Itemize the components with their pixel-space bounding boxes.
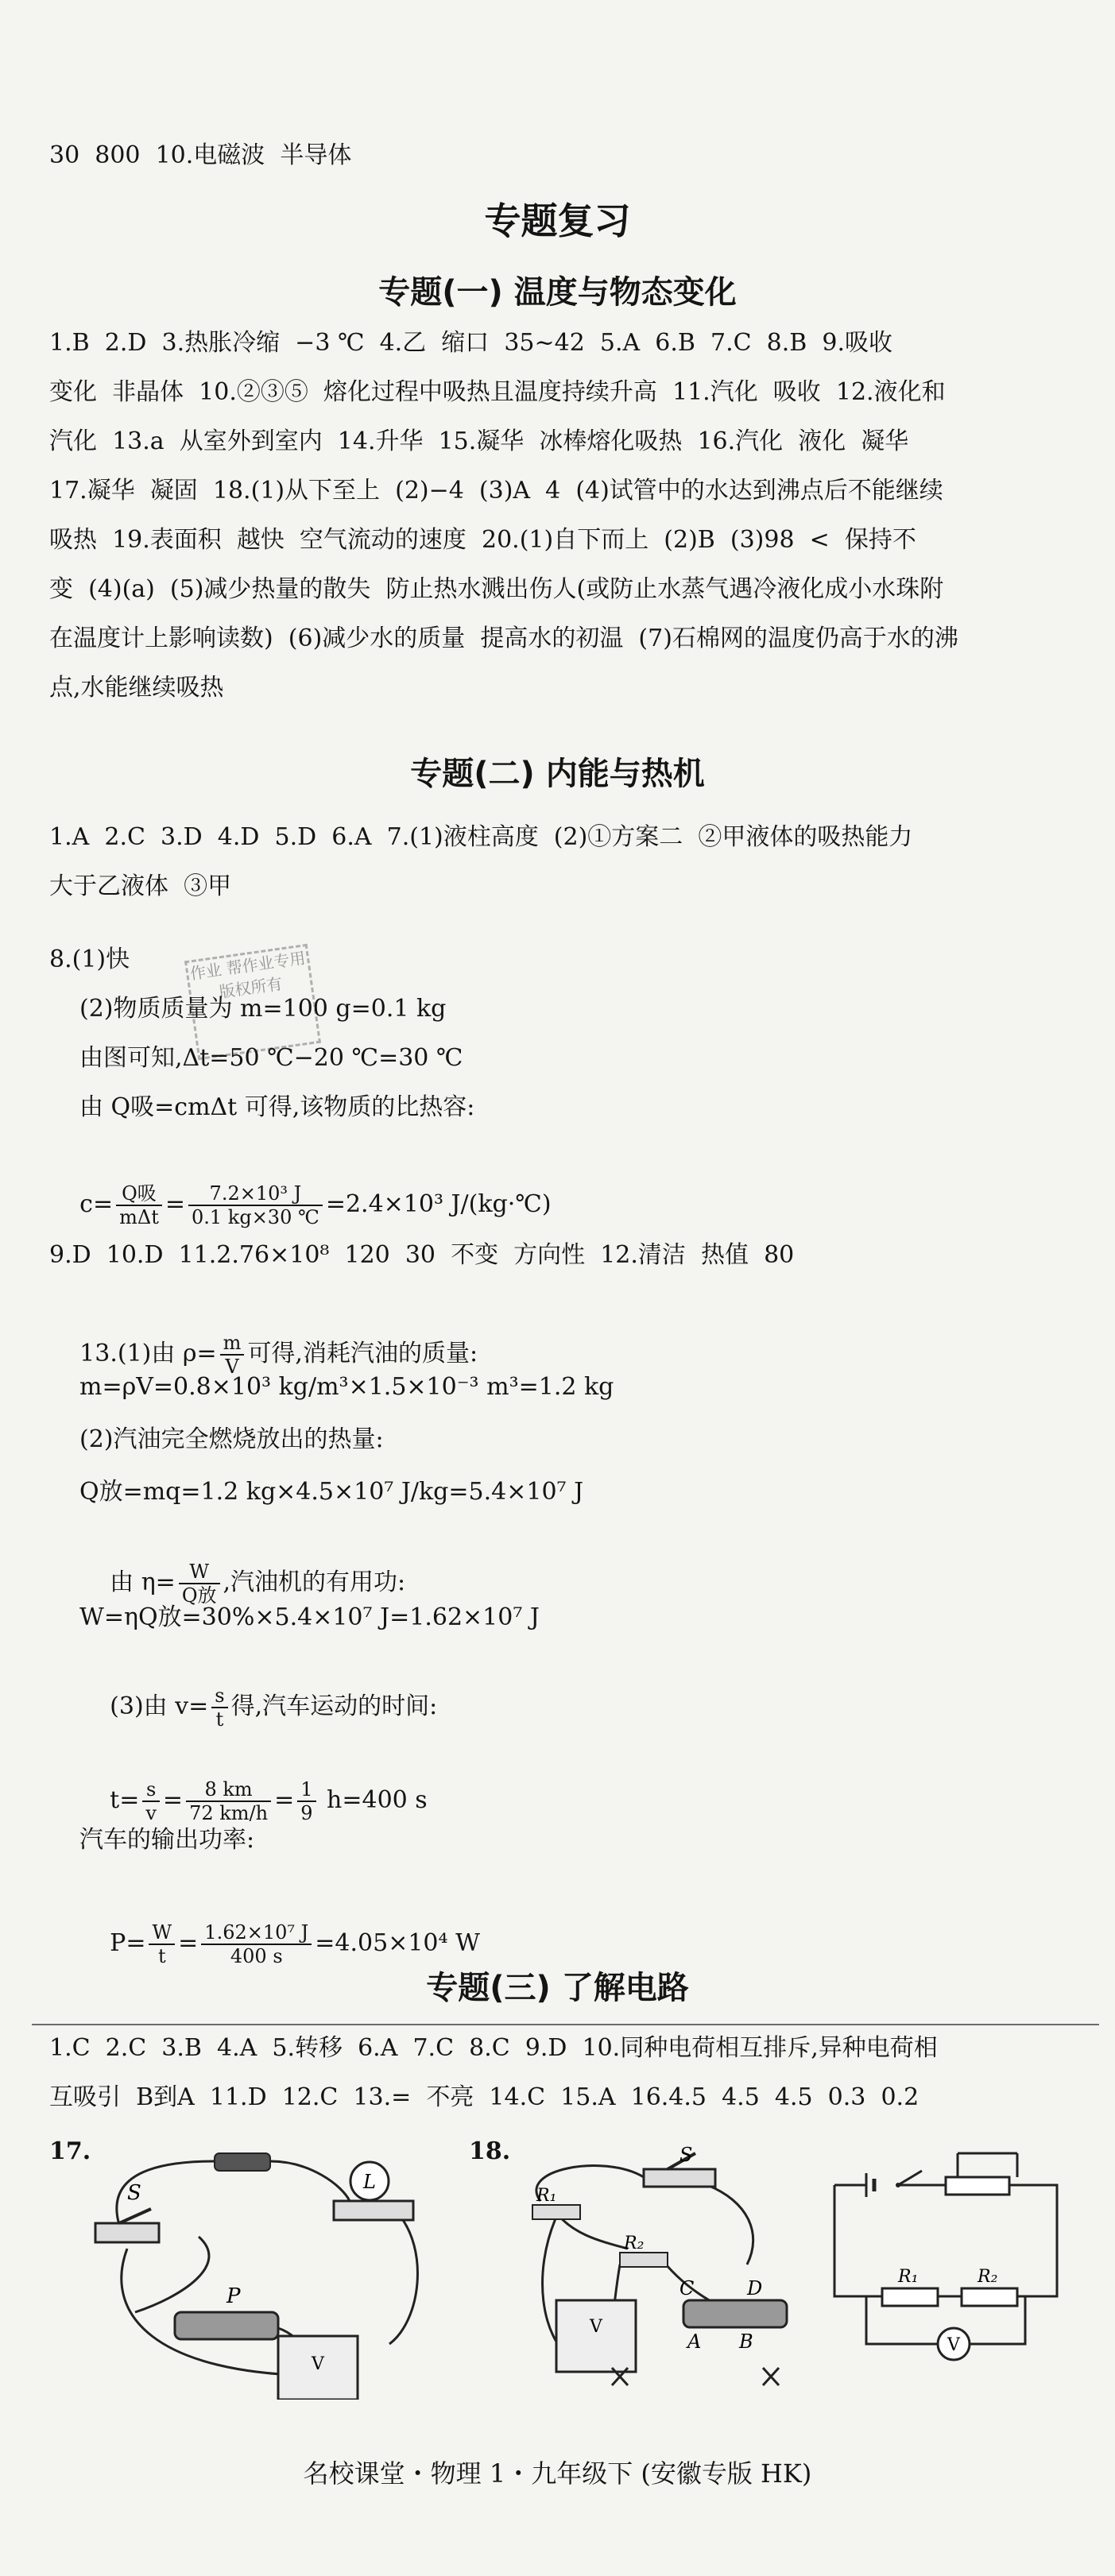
topic3-line: 互吸引 B到A 11.D 12.C 13.= 不亮 14.C 15.A 16.4.5 4.5 4.5 0.3 0.2 xyxy=(49,2083,919,2111)
q13-line: Q放=mq=1.2 kg×4.5×10⁷ J/kg=5.4×10⁷ J xyxy=(79,1478,584,1506)
label-v: V xyxy=(947,2335,960,2355)
rheostat-symbol xyxy=(946,2177,1009,2195)
q18-circuit-diagram xyxy=(509,2137,811,2400)
battery xyxy=(215,2153,270,2171)
fraction: $\frac{s}{t}$ xyxy=(211,1684,227,1731)
divider xyxy=(32,2024,1099,2025)
q9-line: 9.D 10.D 11.2.76×10⁸ 120 30 不变 方向性 12.清洁 热值 80 xyxy=(49,1241,795,1269)
topic1-line: 点,水能继续吸热 xyxy=(49,674,224,702)
topic1-title: 专题(一) 温度与物态变化 xyxy=(378,274,737,311)
fraction: $\frac{m}{V}$ xyxy=(220,1332,245,1378)
bulb-base xyxy=(334,2201,413,2220)
q8-formula: c= $\frac{\text{Q吸}}{\text{mΔt}}$ = $\frac{\text{7.2×10³ J}}{0.1 kg\times 30 ℃}$ =2.4×10³ J/(kg·℃) xyxy=(79,1182,552,1228)
fraction: $\frac{\text{1.62×10⁷ J}}{400 s}$ xyxy=(201,1921,312,1967)
q8-line: 由 Q吸=cmΔt 可得,该物质的比热容: xyxy=(79,1093,475,1121)
label-r1: R₁ xyxy=(536,2186,557,2206)
label-r2: R₂ xyxy=(978,2267,998,2287)
topic1-line: 变化 非晶体 10.②③⑤ 熔化过程中吸热且温度持续升高 11.汽化 吸收 12.液化和 xyxy=(49,378,946,406)
q8-line: 由图可知,Δt=50 ℃−20 ℃=30 ℃ xyxy=(79,1044,463,1072)
q17-label: 17. xyxy=(49,2137,91,2165)
q13-line: W=ηQ放=30%×5.4×10⁷ J=1.62×10⁷ J xyxy=(79,1603,540,1631)
topic2-title: 专题(二) 内能与热机 xyxy=(410,756,705,792)
label-d: D xyxy=(747,2277,763,2299)
q17-circuit-diagram xyxy=(87,2137,445,2400)
resistor-r2-symbol xyxy=(962,2288,1017,2306)
topic1-line: 汽化 13.a 从室外到室内 14.升华 15.凝华 冰棒熔化吸热 16.汽化 液化 凝华 xyxy=(49,427,909,455)
resistor-r2 xyxy=(620,2253,668,2267)
topic1-line: 在温度计上影响读数) (6)减少水的质量 提高水的初温 (7)石棉网的温度仍高于水的沸 xyxy=(49,625,958,652)
topic2-line: 1.A 2.C 3.D 4.D 5.D 6.A 7.(1)液柱高度 (2)①方案二 ②甲液体的吸热能力 xyxy=(49,823,913,851)
q13-line: 由 η= $\frac{W}{\text{Q放}}$ ,汽油机的有用功: xyxy=(110,1561,406,1607)
switch-base xyxy=(95,2223,159,2242)
topic1-line: 17.凝华 凝固 18.(1)从下至上 (2)−4 (3)A 4 (4)试管中的水达到沸点后不能继续 xyxy=(49,477,943,505)
topic2-line: 大于乙液体 ③甲 xyxy=(49,872,232,900)
topic3-title: 专题(三) 了解电路 xyxy=(426,1970,689,2006)
label-r2: R₂ xyxy=(624,2234,645,2253)
q13-line: P= $\frac{W}{t}$ = $\frac{\text{1.62×10⁷ J}}{400 s}$ =4.05×10⁴ W xyxy=(110,1921,480,1967)
label-r1: R₁ xyxy=(898,2267,919,2287)
q18-label: 18. xyxy=(469,2137,511,2165)
fraction: $\frac{W}{t}$ xyxy=(149,1921,175,1967)
q13-line: 13.(1)由 ρ= $\frac{m}{V}$ 可得,消耗汽油的质量: xyxy=(79,1332,478,1378)
q13-line: (3)由 v= $\frac{s}{t}$ 得,汽车运动的时间: xyxy=(110,1684,438,1731)
label-v: V xyxy=(312,2354,324,2374)
topic1-line: 变 (4)(a) (5)减少热量的散失 防止热水溅出伤人(或防止水蒸气遇冷液化成小水珠附 xyxy=(49,575,944,603)
topic1-line: 1.B 2.D 3.热胀冷缩 −3 ℃ 4.乙 缩口 35~42 5.A 6.B 7.C 8.B 9.吸收 xyxy=(49,329,893,357)
fraction: $\frac{W}{\text{Q放}}$ xyxy=(179,1561,220,1607)
cross-mark xyxy=(763,2368,779,2385)
label-b: B xyxy=(739,2330,753,2353)
label-p: P xyxy=(226,2284,241,2308)
rheostat xyxy=(683,2300,787,2327)
fraction: $\frac{\text{Q吸}}{\text{mΔt}}$ xyxy=(116,1182,162,1228)
label-v: V xyxy=(590,2317,602,2337)
switch-contact xyxy=(896,2183,900,2187)
homework-stamp: 作业 帮作业专用 版权所有 xyxy=(184,944,321,1060)
q8-line: 8.(1)快 xyxy=(49,946,130,973)
switch-symbol xyxy=(898,2171,922,2185)
top-answer-line: 30 800 10.电磁波 半导体 xyxy=(49,141,352,169)
q8-line: (2)物质质量为 m=100 g=0.1 kg xyxy=(79,995,447,1023)
q13-line: (2)汽油完全燃烧放出的热量: xyxy=(79,1425,384,1453)
label-a: A xyxy=(687,2330,702,2353)
q13-line: m=ρV=0.8×10³ kg/m³×1.5×10⁻³ m³=1.2 kg xyxy=(79,1373,614,1401)
fraction: $\frac{1}{9}$ xyxy=(297,1778,316,1824)
fraction: $\frac{\text{7.2×10³ J}}{0.1 kg\times 30 ℃}$ xyxy=(188,1182,323,1228)
switch-lever xyxy=(119,2209,151,2223)
q13-line: 汽车的输出功率: xyxy=(79,1826,255,1854)
label-s: S xyxy=(679,2144,693,2166)
topic3-line: 1.C 2.C 3.B 4.A 5.转移 6.A 7.C 8.C 9.D 10.同种电荷相互排斥,异种电荷相 xyxy=(49,2034,938,2062)
topic1-line: 吸热 19.表面积 越快 空气流动的速度 20.(1)自下而上 (2)B (3)98 < 保持不 xyxy=(49,526,916,554)
q18-schematic xyxy=(819,2137,1081,2376)
page-footer: 名校课堂・物理 1・九年级下 (安徽专版 HK) xyxy=(303,2458,812,2489)
label-l: L xyxy=(363,2171,376,2193)
fraction: $\frac{8 km}{72 km/h}$ xyxy=(186,1778,271,1824)
resistor-r1 xyxy=(532,2205,580,2219)
fraction: $\frac{s}{v}$ xyxy=(142,1778,160,1824)
q13-line: t= $\frac{s}{v}$ = $\frac{8 km}{72 km/h}$ = $\frac{1}{9}$ h=400 s xyxy=(110,1778,428,1824)
resistor-r1-symbol xyxy=(882,2288,938,2306)
rheostat xyxy=(175,2312,278,2339)
label-s: S xyxy=(127,2181,141,2205)
section-title: 专题复习 xyxy=(484,199,631,242)
label-c: C xyxy=(679,2277,695,2299)
switch-base xyxy=(644,2169,715,2187)
